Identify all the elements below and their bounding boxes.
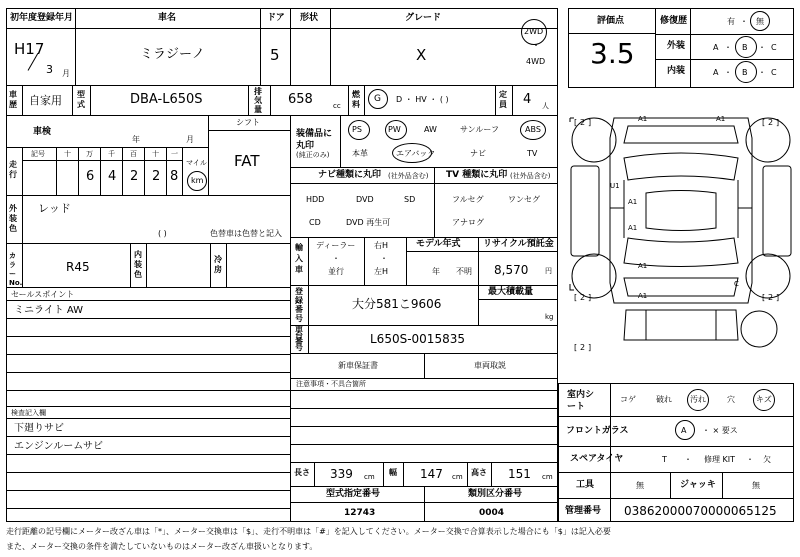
displacement-label: 排気量 [254, 87, 262, 114]
repair-dot: ・ [740, 17, 748, 26]
import-label: 輸入車 [295, 243, 303, 274]
mileage-digit: 2 [152, 169, 161, 184]
digit-label: 万 [86, 150, 93, 158]
mileage-header: 記号 [31, 150, 45, 158]
sales-label: セールスポイント [11, 290, 75, 299]
tv-oneseg: ワンセグ [508, 195, 540, 204]
equipment-label: 装備品に丸印 [296, 129, 333, 151]
sheet-dirt: 汚れ [690, 395, 706, 404]
grade-a: A [713, 68, 719, 77]
spare-kit: 修理 KIT [704, 455, 736, 464]
year-value: H17 [14, 40, 45, 58]
grade-dot: ・ [758, 68, 766, 77]
width-label: 幅 [389, 468, 397, 477]
capacity-label: 定員 [499, 90, 507, 109]
digit-label: 千 [108, 150, 115, 158]
sheet-hole: 穴 [727, 395, 735, 404]
navi-hdd: HDD [306, 195, 325, 204]
mile-label: マイル [186, 159, 207, 167]
spare-dot-2: ・ [746, 455, 754, 464]
tools-label: 工具 [576, 480, 595, 490]
color-value: レッド [38, 202, 71, 215]
mileage-label: 走行 [9, 160, 17, 179]
grade-b: B [742, 68, 748, 77]
svg-text:[: [ [762, 293, 766, 302]
usage-label: 車歴 [9, 90, 17, 109]
repair-yes: 有 [727, 17, 735, 26]
equip-pw: PW [388, 125, 401, 134]
grade-value: X [416, 46, 427, 64]
car-name-label: 車名 [158, 13, 177, 23]
shift-label: シフト [236, 118, 260, 127]
mileage-digit: 8 [170, 169, 179, 184]
max-load-unit: kg [545, 313, 554, 321]
digit-label: 十 [152, 150, 159, 158]
length-value: 339 [330, 467, 353, 481]
class-number-value: 0004 [479, 508, 505, 518]
grade-c: C [771, 43, 777, 52]
color-label: 外装色 [9, 204, 17, 233]
fuel-other: D ・ HV ・ ( ) [396, 95, 449, 104]
color-paren: ( ) [158, 229, 167, 238]
footer-line-2: また、メーター交換の条件を満たしていないものはメーター改ざん車扱いとなります。 [6, 542, 318, 551]
navi-cd: CD [309, 218, 321, 227]
recycle-value: 8,570 [494, 263, 529, 277]
model-value: DBA-L650S [130, 92, 203, 107]
month-unit: 月 [62, 69, 70, 78]
svg-text:]: ] [588, 293, 592, 302]
diagram-mark: 2 [580, 343, 586, 352]
mileage-digit: 6 [86, 169, 95, 184]
mileage-digit: 2 [130, 169, 139, 184]
management-value: 03862000070000065125 [624, 504, 777, 518]
equip-sunroof: サンルーフ [460, 125, 499, 134]
year-label: 初年度登録年月 [10, 13, 74, 23]
sheet-tear: 破れ [656, 395, 672, 404]
width-unit: cm [452, 473, 463, 481]
import-dot: ・ [332, 254, 340, 263]
diagram-mark: A1 [638, 262, 648, 270]
diagram-mark: C [734, 280, 739, 288]
type-number-label: 型式指定番号 [326, 489, 381, 499]
shape-label: 形状 [300, 13, 319, 23]
inspection-label: 車検 [33, 127, 52, 137]
fuel-g: G [374, 94, 381, 104]
navi-title: ナビ種類に丸印 [318, 170, 382, 180]
interior-sheet-label: 室内シート [567, 390, 595, 412]
model-year-label: モデル年式 [416, 239, 461, 249]
svg-text:[: [ [574, 293, 578, 302]
drive-4wd: 4WD [526, 57, 546, 66]
score-label: 評価点 [597, 16, 625, 26]
import-parallel: 並行 [328, 267, 344, 276]
drive-2wd: 2WD [524, 27, 544, 36]
shift-value: FAT [234, 152, 260, 170]
sheet-scratch: キズ [756, 395, 772, 404]
diagram-mark: A1 [638, 292, 648, 300]
model-year-unknown: 不明 [456, 267, 472, 276]
svg-text:[: [ [574, 343, 578, 352]
mileage-digit: 4 [108, 169, 117, 184]
inspector-line: エンジンルームサビ [14, 441, 104, 452]
tv-fullseg: フルセグ [452, 195, 484, 204]
sheet-burn: コゲ [620, 395, 636, 404]
diagram-mark: A1 [628, 224, 638, 232]
warranty-manual: 車両取説 [474, 361, 506, 370]
diagram-mark: A1 [716, 115, 726, 123]
navi-dvd: DVD [356, 195, 374, 204]
jack-label: ジャッキ [680, 480, 716, 490]
import-dealer: ディーラー [316, 241, 356, 250]
warranty-new: 新車保証書 [338, 361, 378, 370]
color-note: 色替車は色替と記入 [210, 229, 282, 238]
class-number-label: 類別区分番号 [468, 489, 523, 499]
spare-none: 欠 [763, 455, 771, 464]
capacity-unit: 人 [542, 102, 549, 110]
spare-t: T [662, 455, 667, 464]
equip-aw: AW [424, 125, 437, 134]
grade-c: C [771, 68, 777, 77]
equip-navi: ナビ [470, 149, 486, 158]
windshield-other: ・ × 要ス [702, 426, 738, 435]
import-left: 左H [374, 267, 389, 276]
svg-text:]: ] [588, 118, 592, 127]
sales-value: ミニライト AW [14, 305, 84, 316]
grade-label: グレード [405, 13, 442, 23]
digit-label: 百 [130, 150, 137, 158]
jack-value: 無 [752, 481, 760, 490]
tv-title: TV 種類に丸印 [446, 170, 508, 180]
color-no-label: カラーNo. [9, 252, 23, 287]
model-year-year: 年 [432, 267, 440, 276]
height-value: 151 [508, 467, 531, 481]
diagram-mark: 2 [580, 118, 586, 127]
model-label: 型式 [77, 90, 85, 109]
recycle-unit: 円 [545, 267, 552, 275]
grade-dot: ・ [758, 43, 766, 52]
spare-dot: ・ [684, 455, 692, 464]
displacement-value: 658 [288, 92, 313, 107]
drive-dot: ・ [532, 41, 540, 50]
equip-tv: TV [527, 149, 538, 158]
diagram-mark: 2 [768, 293, 774, 302]
inspection-year-unit: 年 [132, 135, 140, 144]
equip-abs: ABS [525, 125, 541, 134]
import-right: 右H [374, 241, 389, 250]
grade-dot: ・ [724, 43, 732, 52]
door-label: ドア [267, 13, 285, 23]
recycle-label: リサイクル預託金 [483, 239, 554, 249]
registration-label: 登録番号 [295, 287, 303, 323]
windshield-label: フロントガラス [566, 426, 629, 436]
notes-label: 注意事項・不具合箇所 [296, 380, 366, 388]
grade-a: A [713, 43, 719, 52]
repair-label: 修復歴 [660, 16, 688, 26]
score-value: 3.5 [590, 37, 635, 70]
svg-text:[: [ [762, 118, 766, 127]
length-unit: cm [364, 473, 375, 481]
interior-label: 内装 [667, 66, 686, 76]
tv-title-sub: (社外品含む) [510, 172, 551, 180]
month-value: 3 [46, 63, 53, 76]
svg-text:]: ] [776, 118, 780, 127]
car-name-value: ミラジーノ [140, 47, 205, 62]
exterior-label: 外装 [667, 41, 686, 51]
km-label: km [191, 176, 204, 185]
type-number-value: 12743 [344, 508, 376, 518]
car-damage-diagram [566, 98, 796, 378]
digit-label: 十 [64, 150, 71, 158]
door-value: 5 [270, 46, 280, 64]
diagram-mark: A1 [628, 198, 638, 206]
equip-ps: PS [352, 125, 362, 134]
repair-no: 無 [756, 17, 764, 26]
equipment-sub: (純正のみ) [296, 151, 330, 159]
footer-line-1: 走行距離の記号欄にメーター改ざん車は「*」、メーター交換車は「$」、走行不明車は「#」を記入してください。メーター交換で合算表示した場合にも「$」は記入必要 [6, 527, 611, 536]
diagram-mark: A1 [638, 115, 648, 123]
import-dot-2: ・ [380, 254, 388, 263]
navi-title-sub: (社外品含む) [388, 172, 429, 180]
tools-value: 無 [636, 481, 644, 490]
diagram-mark: 2 [580, 293, 586, 302]
navi-sd: SD [404, 195, 416, 204]
svg-text:[: [ [574, 118, 578, 127]
length-label: 長さ [294, 468, 310, 477]
fuel-label: 燃料 [352, 90, 360, 109]
windshield-a: A [681, 426, 687, 435]
interior-color-label: 内装色 [134, 250, 142, 279]
max-load-label: 最大積載量 [488, 287, 534, 297]
tv-analog: アナログ [452, 218, 484, 227]
svg-text:]: ] [776, 293, 780, 302]
svg-text:]: ] [588, 343, 592, 352]
equip-airbag: エアバック [396, 149, 436, 158]
width-value: 147 [420, 467, 443, 481]
ac-label: 冷房 [214, 255, 222, 274]
color-no-value: R45 [66, 260, 90, 274]
inspection-month-unit: 月 [186, 135, 194, 144]
spare-label: スペアタイヤ [570, 454, 624, 464]
digit-label: 一 [171, 150, 178, 158]
height-label: 高さ [471, 468, 487, 477]
equip-leather: 本革 [352, 149, 368, 158]
registration-value: 大分581こ9606 [352, 297, 442, 311]
chassis-value: L650S-0015835 [370, 332, 465, 346]
inspector-label: 検査記入欄 [11, 409, 46, 417]
diagram-mark: 2 [768, 118, 774, 127]
management-label: 管理番号 [565, 506, 602, 516]
chassis-label: 車台番号 [295, 325, 303, 352]
cc-unit: cc [333, 102, 341, 110]
diagram-mark: U1 [610, 182, 620, 190]
usage-value: 自家用 [29, 94, 62, 107]
capacity-value: 4 [523, 92, 532, 107]
grade-b: B [742, 43, 748, 52]
navi-dvd-play: DVD 再生可 [346, 218, 391, 227]
height-unit: cm [542, 473, 553, 481]
inspector-line: 下廻りサビ [14, 423, 64, 434]
grade-dot: ・ [724, 68, 732, 77]
